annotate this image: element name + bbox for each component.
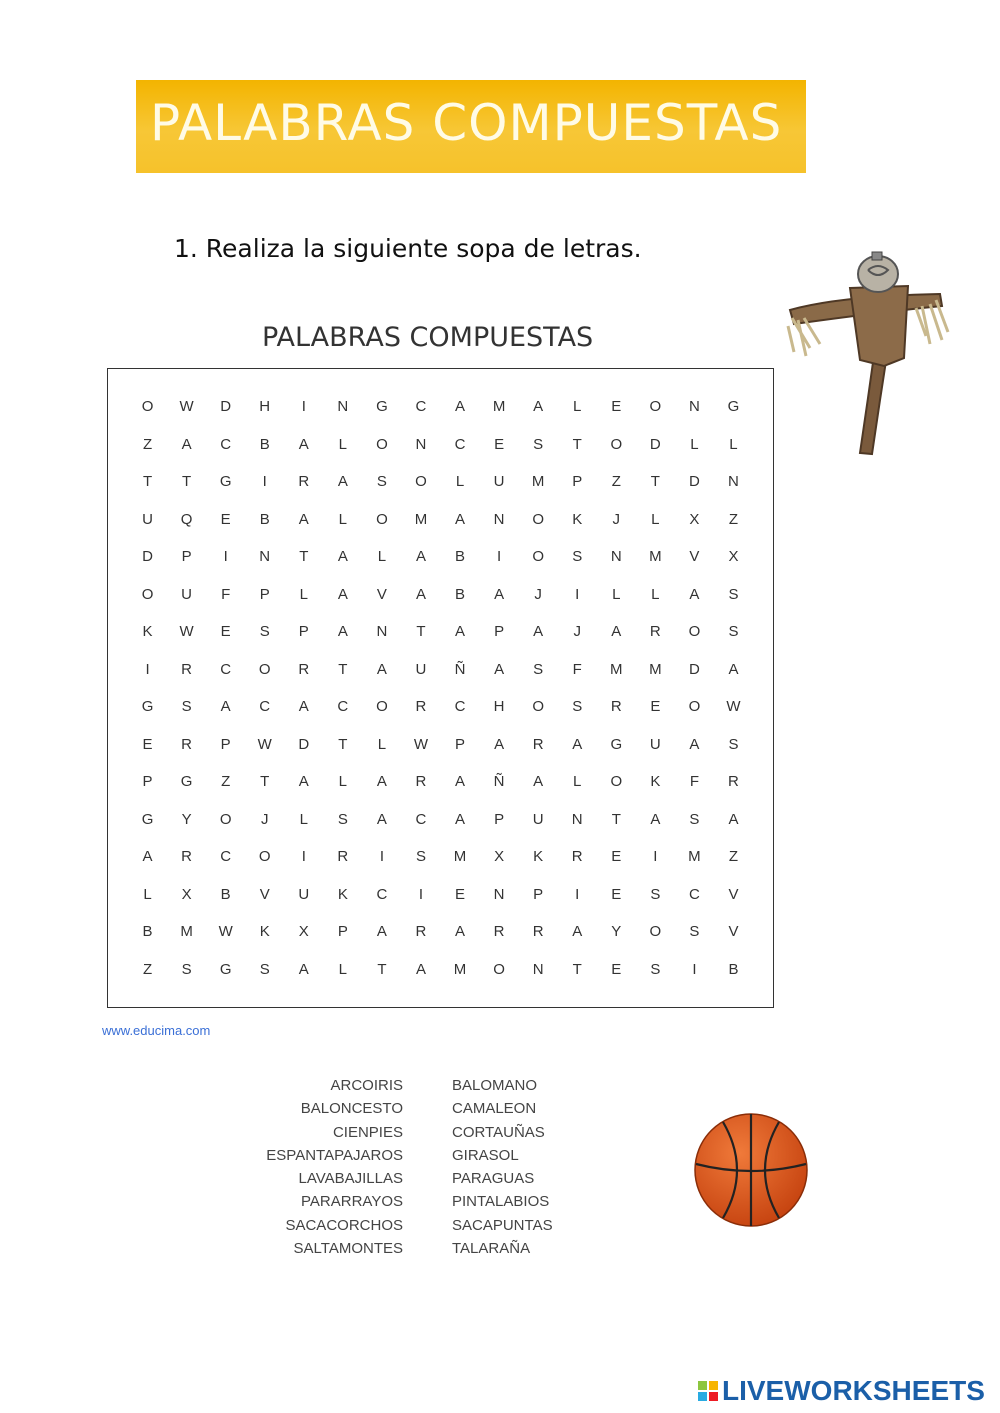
grid-letter[interactable]: H [259,398,271,415]
grid-letter[interactable]: I [145,660,150,678]
grid-letter[interactable]: A [533,773,544,790]
grid-letter[interactable]: N [571,810,583,828]
grid-letter[interactable]: D [688,660,700,678]
grid-letter[interactable]: A [376,660,387,678]
grid-letter[interactable]: Z [142,960,153,978]
grid-letter[interactable]: A [494,735,505,753]
grid-letter[interactable]: L [573,773,582,790]
grid-letter[interactable]: O [610,435,623,453]
grid-letter[interactable]: A [181,435,192,453]
grid-letter[interactable]: J [260,810,269,828]
grid-letter[interactable]: B [455,548,466,565]
grid-letter[interactable]: N [493,885,505,903]
grid-letter[interactable]: R [493,923,505,940]
grid-letter[interactable]: U [649,735,661,753]
grid-letter[interactable]: O [415,473,427,490]
grid-letter[interactable]: R [298,660,310,678]
grid-letter[interactable]: M [414,510,428,528]
grid-letter[interactable]: T [299,548,309,565]
grid-letter[interactable]: P [572,473,583,490]
grid-letter[interactable]: M [492,398,506,415]
grid-letter[interactable]: A [376,810,387,828]
grid-letter[interactable]: L [612,585,621,603]
grid-letter[interactable]: I [301,848,306,865]
grid-letter[interactable]: A [494,585,505,603]
grid-letter[interactable]: L [690,435,699,453]
grid-letter[interactable]: B [728,960,739,978]
grid-letter[interactable]: X [181,885,192,903]
grid-letter[interactable]: O [141,585,154,603]
grid-letter[interactable]: A [611,623,622,640]
grid-letter[interactable]: A [572,735,583,753]
grid-letter[interactable]: A [728,810,739,828]
grid-letter[interactable]: I [692,960,697,978]
grid-letter[interactable]: V [689,548,700,565]
word-list-item: PINTALABIOS [452,1193,550,1211]
basketball-image [693,1112,809,1228]
grid-letter[interactable]: L [729,435,738,453]
grid-letter[interactable]: A [455,398,466,415]
grid-letter[interactable]: S [650,960,661,978]
puzzle-title: PALABRAS COMPUESTAS [262,322,594,353]
grid-letter[interactable]: O [258,848,271,865]
grid-letter[interactable]: R [181,735,193,753]
grid-letter[interactable]: A [533,623,544,640]
grid-letter[interactable]: P [494,623,505,640]
grid-letter[interactable]: S [181,698,192,715]
grid-letter[interactable]: U [415,660,427,678]
instruction-text: 1. Realiza la siguiente sopa de letras. [174,234,642,263]
word-search-grid[interactable] [128,388,753,988]
grid-letter[interactable]: C [259,698,271,715]
grid-letter[interactable]: W [179,398,194,415]
word-list-item: CIENPIES [332,1123,403,1141]
grid-letter[interactable]: T [650,473,660,490]
grid-letter[interactable]: R [415,923,427,940]
grid-letter[interactable]: R [728,773,739,790]
grid-letter[interactable]: V [728,885,739,903]
grid-letter[interactable]: M [649,548,662,565]
grid-letter[interactable]: L [377,735,387,753]
grid-letter[interactable]: A [220,698,231,715]
grid-letter[interactable]: G [141,810,154,828]
grid-letter[interactable]: F [221,585,231,603]
grid-letter[interactable]: X [494,848,505,865]
grid-letter[interactable]: N [415,435,427,453]
word-list-item: CAMALEON [452,1100,537,1118]
word-list-item: BALOMANO [452,1077,538,1094]
grid-letter[interactable]: O [532,510,544,528]
grid-letter[interactable]: A [650,810,661,828]
grid-letter[interactable]: F [689,773,699,790]
grid-letter[interactable]: A [376,773,387,790]
grid-letter[interactable]: O [532,698,544,715]
grid-letter[interactable]: S [572,548,583,565]
grid-letter[interactable]: R [415,698,427,715]
grid-letter[interactable]: E [220,623,231,640]
source-link[interactable]: www.educima.com [102,1023,211,1038]
grid-letter[interactable]: O [649,398,662,415]
grid-letter[interactable]: R [532,923,544,940]
grid-letter[interactable]: F [572,660,582,678]
grid-letter[interactable]: L [338,435,348,453]
grid-letter[interactable]: L [338,773,348,790]
grid-letter[interactable]: T [416,623,426,640]
grid-letter[interactable]: D [688,473,700,490]
grid-letter[interactable]: P [455,735,466,753]
grid-letter[interactable]: G [219,473,232,490]
grid-letter[interactable]: A [376,923,387,940]
grid-letter[interactable]: I [575,585,580,603]
grid-letter[interactable]: E [611,848,622,865]
grid-letter[interactable]: A [455,510,466,528]
grid-letter[interactable]: X [728,548,739,565]
grid-letter[interactable]: Q [180,510,193,528]
grid-letter[interactable]: M [453,960,467,978]
grid-letter[interactable]: Ñ [454,660,466,678]
word-list-item: ARCOIRIS [330,1077,403,1094]
grid-letter[interactable]: M [453,848,467,865]
grid-letter[interactable]: N [688,398,700,415]
word-list-item: SACACORCHOS [285,1216,403,1234]
grid-letter[interactable]: M [610,660,623,678]
grid-letter[interactable]: I [575,885,580,903]
grid-letter[interactable]: U [298,885,310,903]
grid-letter[interactable]: J [534,585,542,603]
grid-letter[interactable]: S [728,623,739,640]
grid-letter[interactable]: A [689,735,700,753]
grid-letter[interactable]: P [533,885,544,903]
grid-letter[interactable]: L [651,510,660,528]
grid-letter[interactable]: C [337,698,349,715]
grid-letter[interactable]: I [418,885,424,903]
grid-letter[interactable]: C [220,848,232,865]
grid-letter[interactable]: T [377,960,387,978]
grid-letter[interactable]: E [611,398,622,415]
grid-letter[interactable]: D [220,398,232,415]
grid-letter[interactable]: G [141,698,154,715]
grid-letter[interactable]: K [533,848,544,865]
grid-letter[interactable]: B [220,885,231,903]
grid-letter[interactable]: R [298,473,310,490]
word-list-item: LAVABAJILLAS [298,1170,403,1188]
grid-letter[interactable]: X [298,923,309,940]
grid-letter[interactable]: O [141,398,154,415]
word-list-item: BALONCESTO [300,1100,403,1118]
grid-letter[interactable]: K [650,773,661,790]
grid-letter[interactable]: N [610,548,622,565]
grid-letter[interactable]: S [259,960,270,978]
word-list-item: GIRASOL [452,1146,519,1164]
grid-letter[interactable]: O [376,435,388,453]
grid-letter[interactable]: U [493,473,505,490]
grid-letter[interactable]: N [337,398,349,415]
grid-letter[interactable]: P [494,810,505,828]
grid-letter[interactable]: A [337,623,348,640]
grid-letter[interactable]: S [572,698,583,715]
grid-letter[interactable]: A [533,398,544,415]
grid-letter[interactable]: D [649,435,661,453]
grid-letter[interactable]: I [653,848,658,865]
grid-letter[interactable]: O [258,660,271,678]
grid-letter[interactable]: R [337,848,349,865]
grid-letter[interactable]: P [142,773,153,790]
grid-letter[interactable]: I [379,848,384,865]
grid-letter[interactable]: P [298,623,309,640]
grid-letter[interactable]: A [298,510,309,528]
grid-letter[interactable]: T [572,435,582,453]
grid-letter[interactable]: U [532,810,544,828]
grid-letter[interactable]: L [651,585,660,603]
grid-letter[interactable]: S [181,960,192,978]
grid-letter[interactable]: A [298,435,309,453]
grid-letter[interactable]: O [493,960,505,978]
grid-letter[interactable]: A [455,773,466,790]
grid-letter[interactable]: W [218,923,233,940]
grid-letter[interactable]: C [415,398,427,415]
banner-title: PALABRAS COMPUESTAS [150,94,783,152]
grid-letter[interactable]: R [181,660,193,678]
grid-letter[interactable]: E [650,698,661,715]
grid-letter[interactable]: L [573,398,582,415]
grid-letter[interactable]: I [497,548,502,565]
grid-letter[interactable]: D [298,735,310,753]
grid-letter[interactable]: T [611,810,621,828]
grid-letter[interactable]: L [299,585,308,603]
grid-letter[interactable]: U [181,585,193,603]
word-list-item: PARARRAYOS [301,1193,403,1211]
grid-letter[interactable]: E [611,885,622,903]
grid-letter[interactable]: K [572,510,583,528]
grid-letter[interactable]: O [688,623,701,640]
grid-letter[interactable]: G [219,960,232,978]
word-list-left [240,1074,403,1260]
grid-letter[interactable]: I [301,398,306,415]
grid-letter[interactable]: A [298,773,309,790]
scarecrow-image [780,248,950,458]
grid-letter[interactable]: M [180,923,193,940]
grid-letter[interactable]: Z [728,510,739,528]
grid-letter[interactable]: A [142,848,153,865]
grid-letter[interactable]: S [689,923,700,940]
grid-letter[interactable]: O [649,923,662,940]
grid-letter[interactable]: O [532,548,544,565]
grid-letter[interactable]: P [259,585,270,603]
grid-letter[interactable]: J [573,623,581,640]
word-list-item: ESPANTAPAJAROS [266,1146,403,1164]
word-list-right [452,1074,652,1260]
grid-letter[interactable]: S [415,848,426,865]
grid-letter[interactable]: L [455,473,465,490]
grid-letter[interactable]: G [727,398,740,415]
grid-letter[interactable]: K [259,923,270,940]
grid-letter[interactable]: A [415,585,426,603]
grid-letter[interactable]: K [337,885,348,903]
grid-letter[interactable]: E [455,885,466,903]
grid-letter[interactable]: A [337,473,348,490]
grid-letter[interactable]: R [181,848,193,865]
grid-letter[interactable]: S [689,810,700,828]
word-list-item: SACAPUNTAS [452,1216,553,1234]
grid-letter[interactable]: C [454,435,466,453]
grid-letter[interactable]: B [259,510,270,528]
grid-letter[interactable]: M [531,473,545,490]
grid-letter[interactable]: A [298,698,309,715]
grid-letter[interactable]: A [415,548,426,565]
footer-brand-text: LIVEWORKSHEETS [722,1375,985,1406]
grid-letter[interactable]: E [142,735,153,753]
grid-letter[interactable]: C [688,885,700,903]
grid-letter[interactable]: N [259,548,271,565]
grid-letter[interactable]: E [220,510,231,528]
grid-letter[interactable]: R [610,698,622,715]
grid-letter[interactable]: S [728,585,739,603]
grid-letter[interactable]: L [299,810,308,828]
grid-letter[interactable]: N [728,473,739,490]
word-list-item: TALARAÑA [452,1240,531,1258]
grid-letter[interactable]: Ñ [493,773,505,790]
grid-letter[interactable]: Z [728,848,739,865]
grid-letter[interactable]: Z [611,473,621,490]
grid-letter[interactable]: P [181,548,192,565]
grid-letter[interactable]: S [533,660,544,678]
grid-letter[interactable]: G [180,773,193,790]
grid-letter[interactable]: C [220,660,232,678]
grid-letter[interactable]: A [337,585,348,603]
grid-letter[interactable]: A [572,923,583,940]
grid-letter[interactable]: B [455,585,466,603]
grid-letter[interactable]: S [533,435,544,453]
grid-letter[interactable]: E [494,435,505,453]
grid-letter[interactable]: N [532,960,544,978]
grid-letter[interactable]: H [493,698,505,715]
grid-letter[interactable]: O [376,698,388,715]
grid-letter[interactable]: N [376,623,388,640]
grid-letter[interactable]: V [728,923,739,940]
grid-letter[interactable]: R [571,848,583,865]
grid-letter[interactable]: V [259,885,270,903]
grid-letter[interactable]: A [455,623,466,640]
grid-letter[interactable]: I [223,548,228,565]
grid-letter[interactable]: C [220,435,232,453]
grid-letter[interactable]: C [415,810,427,828]
grid-letter[interactable]: R [649,623,661,640]
grid-letter[interactable]: L [143,885,152,903]
grid-letter[interactable]: T [182,473,192,490]
grid-letter[interactable]: J [612,510,621,528]
grid-letter[interactable]: A [455,810,466,828]
grid-letter[interactable]: K [142,623,153,640]
grid-letter[interactable]: A [415,960,426,978]
grid-letter[interactable]: T [338,735,348,753]
word-list-item: PARAGUAS [452,1170,535,1188]
grid-letter[interactable]: P [337,923,348,940]
grid-letter[interactable]: A [455,923,466,940]
grid-letter[interactable]: C [454,698,466,715]
grid-letter[interactable]: S [376,473,387,490]
grid-letter[interactable]: T [572,960,582,978]
grid-letter[interactable]: A [337,548,348,565]
grid-letter[interactable]: T [142,473,153,490]
grid-letter[interactable]: W [726,698,741,715]
grid-letter[interactable]: O [610,773,623,790]
grid-letter[interactable]: A [298,960,309,978]
grid-letter[interactable]: P [220,735,231,753]
grid-letter[interactable]: L [338,960,348,978]
footer-brand [698,1375,985,1407]
grid-letter[interactable]: E [611,960,622,978]
title-banner [136,80,806,173]
grid-letter[interactable]: Y [611,923,622,940]
grid-letter[interactable]: A [689,585,700,603]
grid-letter[interactable]: B [142,923,153,940]
grid-letter[interactable]: I [262,473,267,490]
grid-letter[interactable]: W [179,623,194,640]
grid-letter[interactable]: M [649,660,662,678]
grid-letter[interactable]: N [493,510,505,528]
grid-letter[interactable]: G [376,398,388,415]
grid-letter[interactable]: W [413,735,429,753]
grid-letter[interactable]: L [377,548,387,565]
grid-letter[interactable]: U [142,510,153,528]
word-list-item: SALTAMONTES [293,1240,403,1258]
grid-letter[interactable]: C [376,885,388,903]
grid-letter[interactable]: T [338,660,348,678]
liveworksheets-logo-icon [698,1381,718,1401]
grid-letter[interactable]: O [219,810,232,828]
grid-letter[interactable]: B [259,435,270,453]
grid-letter[interactable]: T [260,773,270,790]
grid-letter[interactable]: S [650,885,661,903]
grid-letter[interactable]: A [494,660,505,678]
grid-letter[interactable]: X [689,510,700,528]
grid-letter[interactable]: V [376,585,387,603]
grid-letter[interactable]: O [376,510,388,528]
word-list-item: CORTAUÑAS [452,1123,545,1141]
grid-letter[interactable]: Z [221,773,231,790]
grid-letter[interactable]: G [610,735,623,753]
grid-letter[interactable]: S [728,735,739,753]
grid-letter[interactable]: W [257,735,272,753]
grid-letter[interactable]: M [688,848,701,865]
grid-letter[interactable]: S [259,623,270,640]
grid-letter[interactable]: R [532,735,544,753]
grid-letter[interactable]: Z [142,435,153,453]
grid-letter[interactable]: S [337,810,348,828]
grid-letter[interactable]: D [142,548,153,565]
grid-letter[interactable]: L [338,510,348,528]
grid-letter[interactable]: R [415,773,427,790]
grid-letter[interactable]: A [728,660,739,678]
grid-letter[interactable]: Y [181,810,192,828]
grid-letter[interactable]: O [688,698,701,715]
